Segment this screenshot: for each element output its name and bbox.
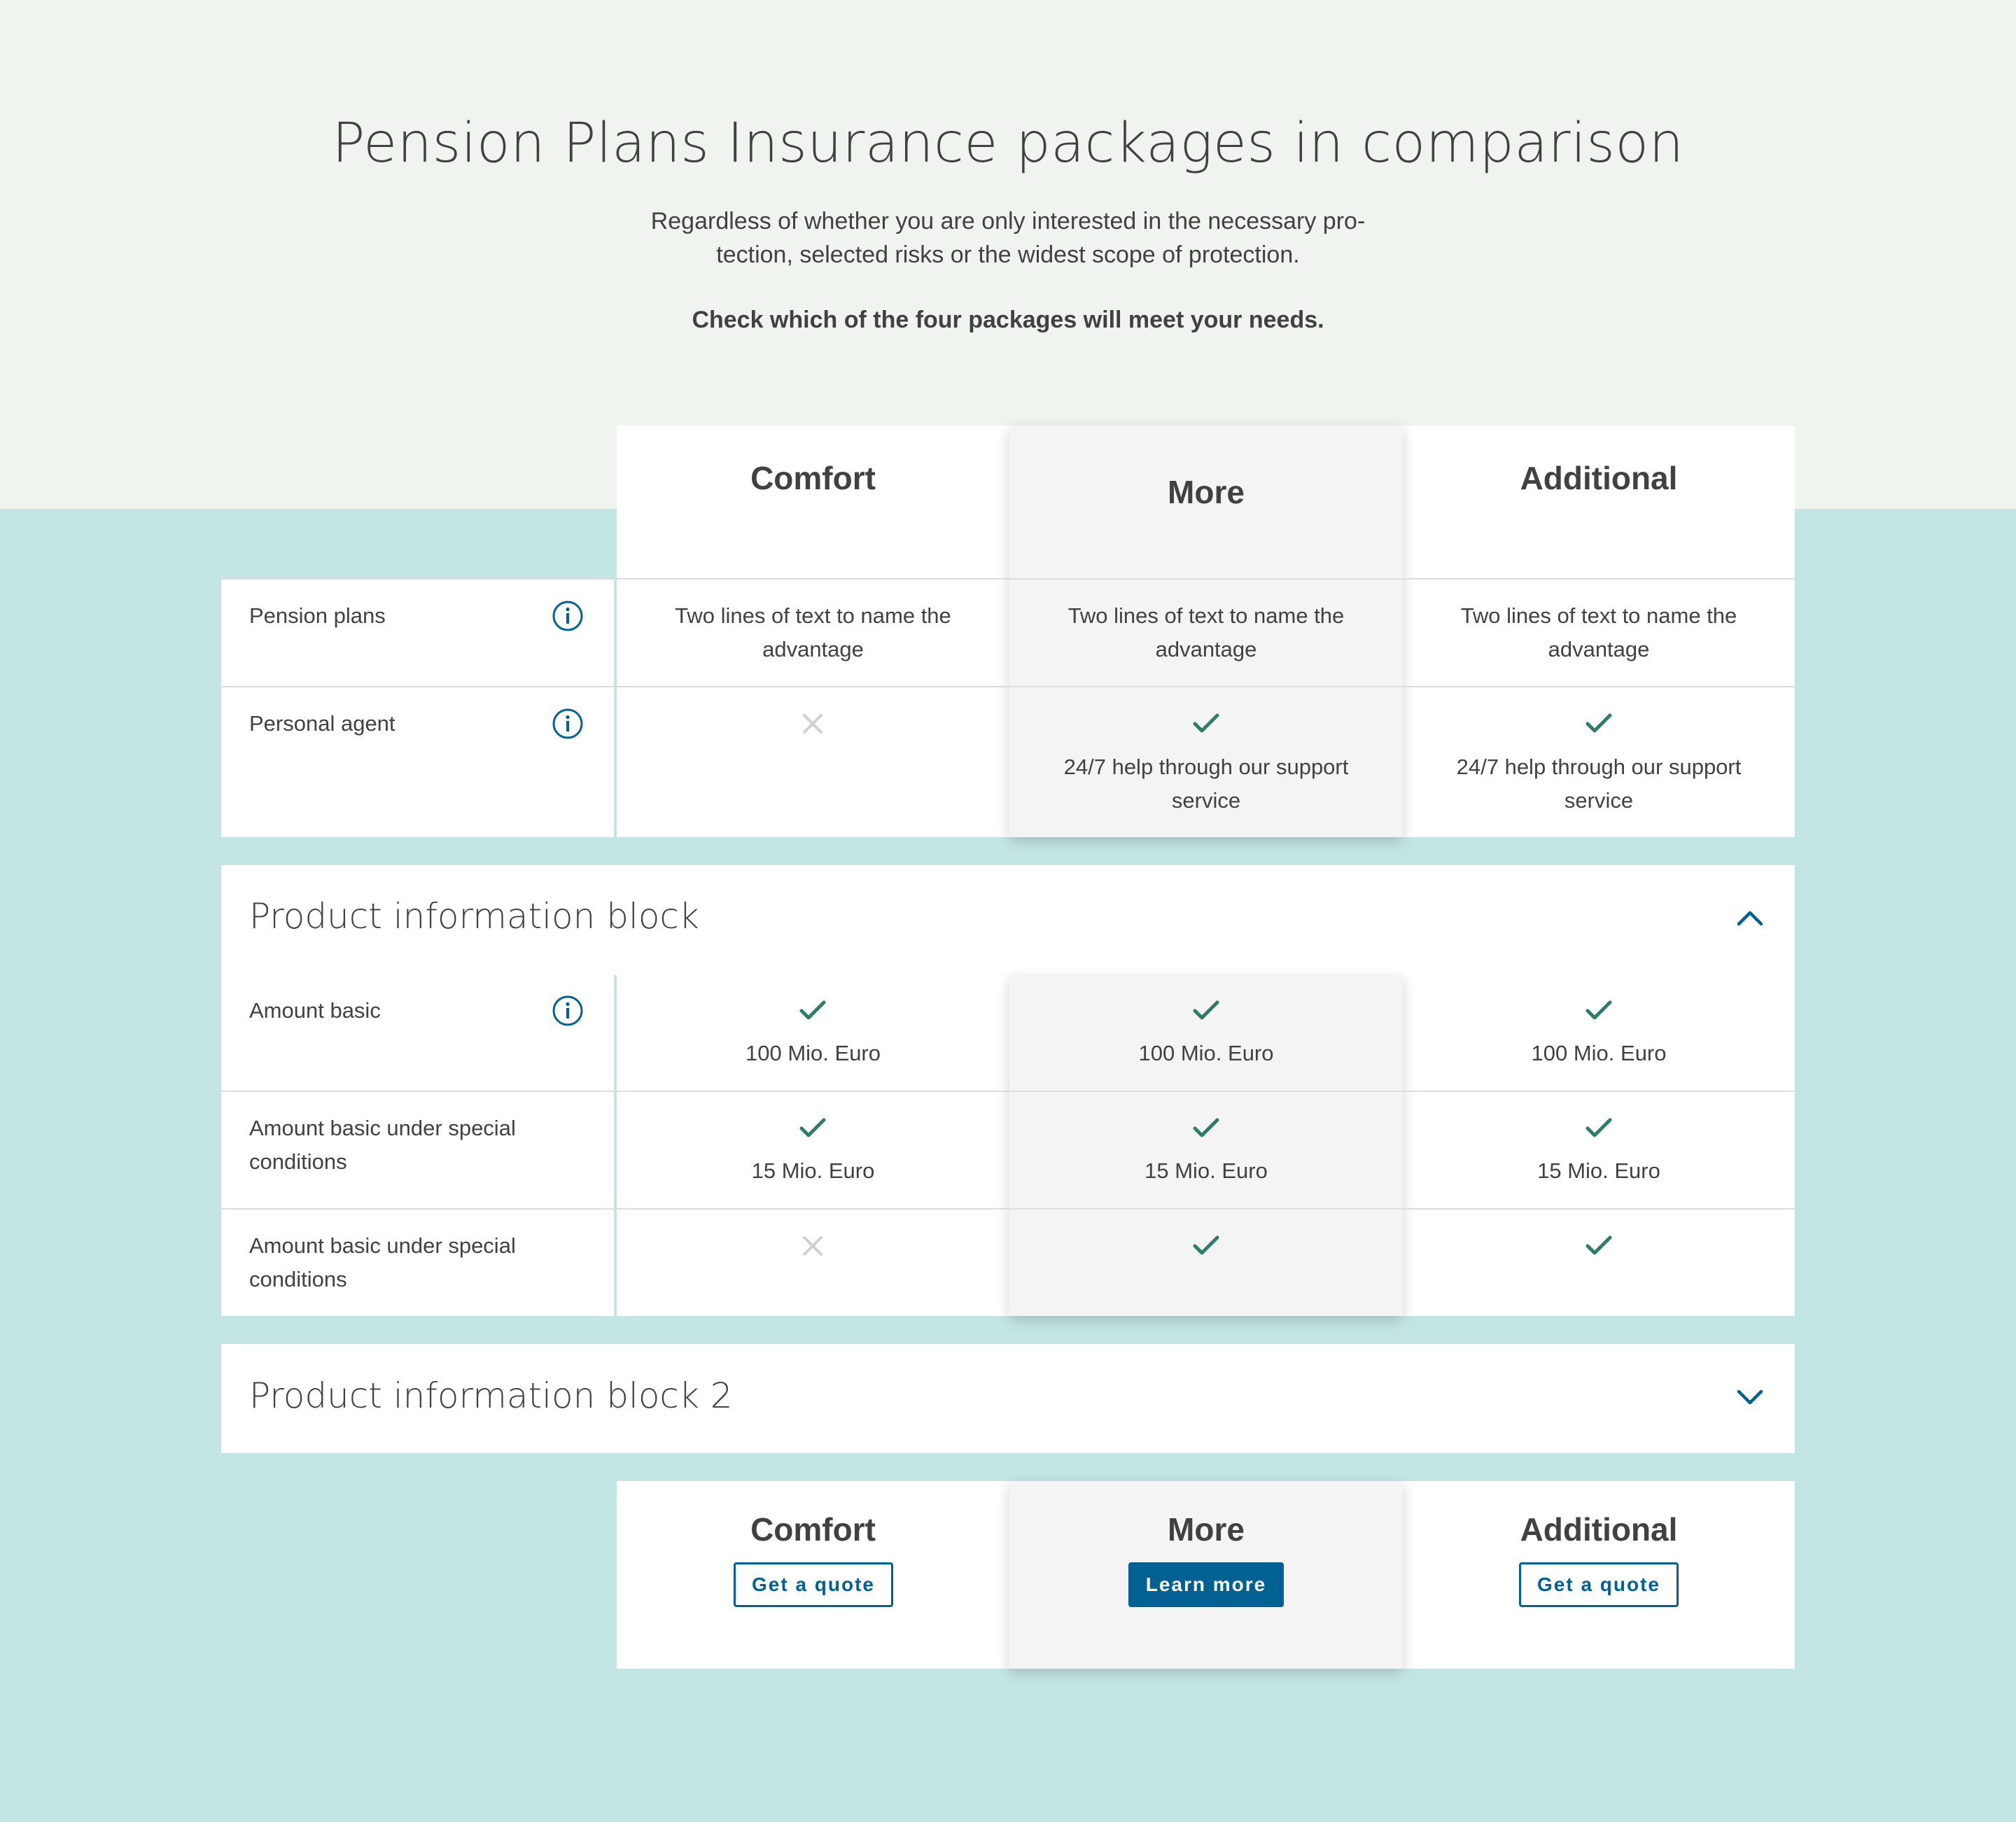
column-divider xyxy=(614,579,617,837)
divider xyxy=(221,686,1795,687)
footer-plan-more: More xyxy=(1168,1511,1245,1548)
check-icon xyxy=(1585,1233,1613,1257)
cross-icon xyxy=(800,711,825,736)
check-icon xyxy=(1192,1233,1220,1257)
page-subtitle: Regardless of whether you are only interested in the necessary pro-tection, selected risks or the widest scope of protection. xyxy=(650,208,1366,268)
cell-text: Two lines of text to name the advantage xyxy=(1460,603,1737,661)
cell-text: 24/7 help through our support service xyxy=(1456,755,1742,813)
divider xyxy=(221,1091,1795,1092)
divider xyxy=(221,578,1795,580)
cell-text: 100 Mio. Euro xyxy=(746,1041,881,1065)
page-title: Pension Plans Insurance packages in comparison xyxy=(332,112,1684,175)
check-icon xyxy=(1585,711,1613,735)
cell-text: Two lines of text to name the advantage xyxy=(1068,603,1345,661)
get-a-quote-button[interactable]: Get a quote xyxy=(734,1562,893,1607)
cell-text: Two lines of text to name the advantage xyxy=(675,603,951,661)
divider xyxy=(221,1208,1795,1210)
plan-name-more: More xyxy=(1168,474,1245,510)
cell-text: 15 Mio. Euro xyxy=(751,1158,875,1183)
chevron-down-icon[interactable] xyxy=(1735,1387,1765,1408)
info-icon[interactable] xyxy=(552,600,584,632)
check-icon xyxy=(1192,711,1220,735)
row-label-amount-special: Amount basic under special conditions xyxy=(249,1233,516,1291)
column-divider xyxy=(614,975,617,1316)
cell-text: 24/7 help through our support service xyxy=(1063,755,1349,813)
learn-more-button[interactable]: Learn more xyxy=(1128,1562,1284,1607)
cross-icon xyxy=(800,1233,825,1259)
plan-name-comfort: Comfort xyxy=(750,460,876,496)
cell-text: 100 Mio. Euro xyxy=(1531,1041,1667,1065)
check-icon xyxy=(1192,1116,1220,1140)
row-label-amount-basic: Amount basic xyxy=(249,998,381,1023)
check-icon xyxy=(1585,1116,1613,1140)
cell-text: 100 Mio. Euro xyxy=(1138,1041,1274,1065)
check-icon xyxy=(799,998,827,1022)
more-column-highlight xyxy=(1009,975,1403,1316)
info-icon[interactable] xyxy=(552,708,584,740)
row-label-pension-plans: Pension plans xyxy=(249,603,386,628)
get-a-quote-button[interactable]: Get a quote xyxy=(1519,1562,1679,1607)
check-icon xyxy=(1192,998,1220,1022)
check-icon xyxy=(1585,998,1613,1022)
cell-text: 15 Mio. Euro xyxy=(1537,1158,1660,1183)
block-title: Product information block xyxy=(249,896,699,937)
row-label-amount-special: Amount basic under special conditions xyxy=(249,1116,516,1174)
footer-plan-comfort: Comfort xyxy=(750,1511,876,1548)
row-label-personal-agent: Personal agent xyxy=(249,711,396,736)
check-icon xyxy=(799,1116,827,1140)
cell-text: 15 Mio. Euro xyxy=(1144,1158,1268,1183)
footer-plan-additional: Additional xyxy=(1520,1511,1678,1548)
page-emphasis: Check which of the four packages will meet your needs. xyxy=(692,307,1324,333)
plan-name-additional: Additional xyxy=(1520,460,1678,496)
info-icon[interactable] xyxy=(552,995,584,1027)
chevron-up-icon[interactable] xyxy=(1735,907,1765,928)
block-title: Product information block 2 xyxy=(249,1375,733,1416)
